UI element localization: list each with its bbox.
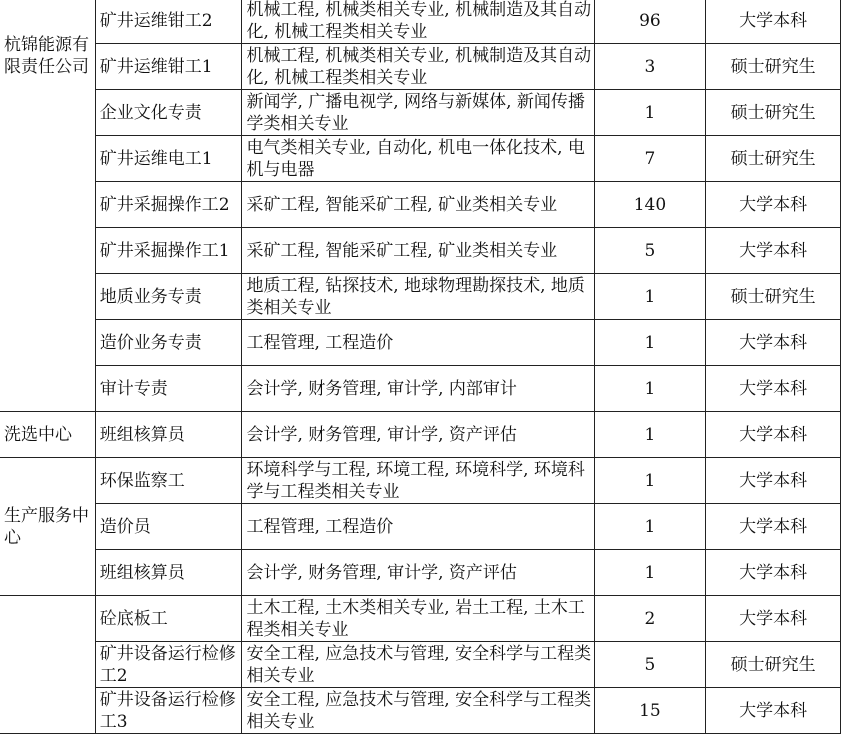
count-cell: 1 [594,458,706,504]
unit-cell: 生产服务中心 [0,458,95,596]
position-cell: 矿井设备运行检修工3 [95,688,242,734]
count-cell: 2 [594,596,706,642]
position-cell: 砼底板工 [95,596,242,642]
education-cell: 硕士研究生 [706,642,841,688]
count-cell: 1 [594,274,706,320]
unit-cell: 洗选中心 [0,412,95,458]
table-row [0,0,841,44]
table-row [0,44,841,90]
count-cell: 1 [594,550,706,596]
table-row [0,366,841,412]
count-cell: 1 [594,90,706,136]
education-cell: 硕士研究生 [706,90,841,136]
count-cell: 140 [594,182,706,228]
education-cell: 硕士研究生 [706,44,841,90]
education-cell: 硕士研究生 [706,274,841,320]
table-row [0,688,841,734]
education-cell: 大学本科 [706,320,841,366]
education-cell: 大学本科 [706,688,841,734]
table-row [0,136,841,182]
major-cell: 会计学, 财务管理, 审计学, 资产评估 [242,550,594,596]
major-cell: 安全工程, 应急技术与管理, 安全科学与工程类相关专业 [242,642,594,688]
count-cell: 5 [594,228,706,274]
count-cell: 1 [594,504,706,550]
count-cell: 1 [594,412,706,458]
position-cell: 班组核算员 [95,550,242,596]
position-cell: 矿井采掘操作工1 [95,228,242,274]
count-cell: 96 [594,0,706,44]
education-cell: 大学本科 [706,0,841,44]
position-cell: 矿井运维电工1 [95,136,242,182]
table-row [0,320,841,366]
major-cell: 采矿工程, 智能采矿工程, 矿业类相关专业 [242,182,594,228]
unit-cell: 杭锦能源有限责任公司 [0,0,95,412]
major-cell: 机械工程, 机械类相关专业, 机械制造及其自动化, 机械工程类相关专业 [242,44,594,90]
position-cell: 矿井运维钳工2 [95,0,242,44]
count-cell: 5 [594,642,706,688]
count-cell: 15 [594,688,706,734]
major-cell: 采矿工程, 智能采矿工程, 矿业类相关专业 [242,228,594,274]
position-cell: 审计专责 [95,366,242,412]
table-row [0,596,841,642]
count-cell: 7 [594,136,706,182]
table-row [0,504,841,550]
education-cell: 大学本科 [706,412,841,458]
major-cell: 土木工程, 土木类相关专业, 岩土工程, 土木工程类相关专业 [242,596,594,642]
major-cell: 工程管理, 工程造价 [242,320,594,366]
education-cell: 大学本科 [706,366,841,412]
position-cell: 企业文化专责 [95,90,242,136]
table-row [0,274,841,320]
table-row [0,550,841,596]
education-cell: 大学本科 [706,228,841,274]
position-cell: 环保监察工 [95,458,242,504]
position-cell: 地质业务专责 [95,274,242,320]
table-row [0,228,841,274]
education-cell: 大学本科 [706,596,841,642]
education-cell: 大学本科 [706,504,841,550]
count-cell: 1 [594,366,706,412]
table-row [0,458,841,504]
position-cell: 矿井采掘操作工2 [95,182,242,228]
table-row [0,90,841,136]
position-cell: 矿井设备运行检修工2 [95,642,242,688]
table-row [0,182,841,228]
major-cell: 会计学, 财务管理, 审计学, 资产评估 [242,412,594,458]
table-row [0,412,841,458]
major-cell: 新闻学, 广播电视学, 网络与新媒体, 新闻传播学类相关专业 [242,90,594,136]
education-cell: 硕士研究生 [706,136,841,182]
unit-cell [0,596,95,734]
education-cell: 大学本科 [706,458,841,504]
major-cell: 安全工程, 应急技术与管理, 安全科学与工程类相关专业 [242,688,594,734]
count-cell: 1 [594,320,706,366]
major-cell: 机械工程, 机械类相关专业, 机械制造及其自动化, 机械工程类相关专业 [242,0,594,44]
position-cell: 班组核算员 [95,412,242,458]
major-cell: 会计学, 财务管理, 审计学, 内部审计 [242,366,594,412]
major-cell: 电气类相关专业, 自动化, 机电一体化技术, 电机与电器 [242,136,594,182]
table-row [0,642,841,688]
education-cell: 大学本科 [706,550,841,596]
education-cell: 大学本科 [706,182,841,228]
position-cell: 造价业务专责 [95,320,242,366]
position-cell: 造价员 [95,504,242,550]
major-cell: 环境科学与工程, 环境工程, 环境科学, 环境科学与工程类相关专业 [242,458,594,504]
position-cell: 矿井运维钳工1 [95,44,242,90]
major-cell: 工程管理, 工程造价 [242,504,594,550]
count-cell: 3 [594,44,706,90]
major-cell: 地质工程, 钻探技术, 地球物理勘探技术, 地质类相关专业 [242,274,594,320]
